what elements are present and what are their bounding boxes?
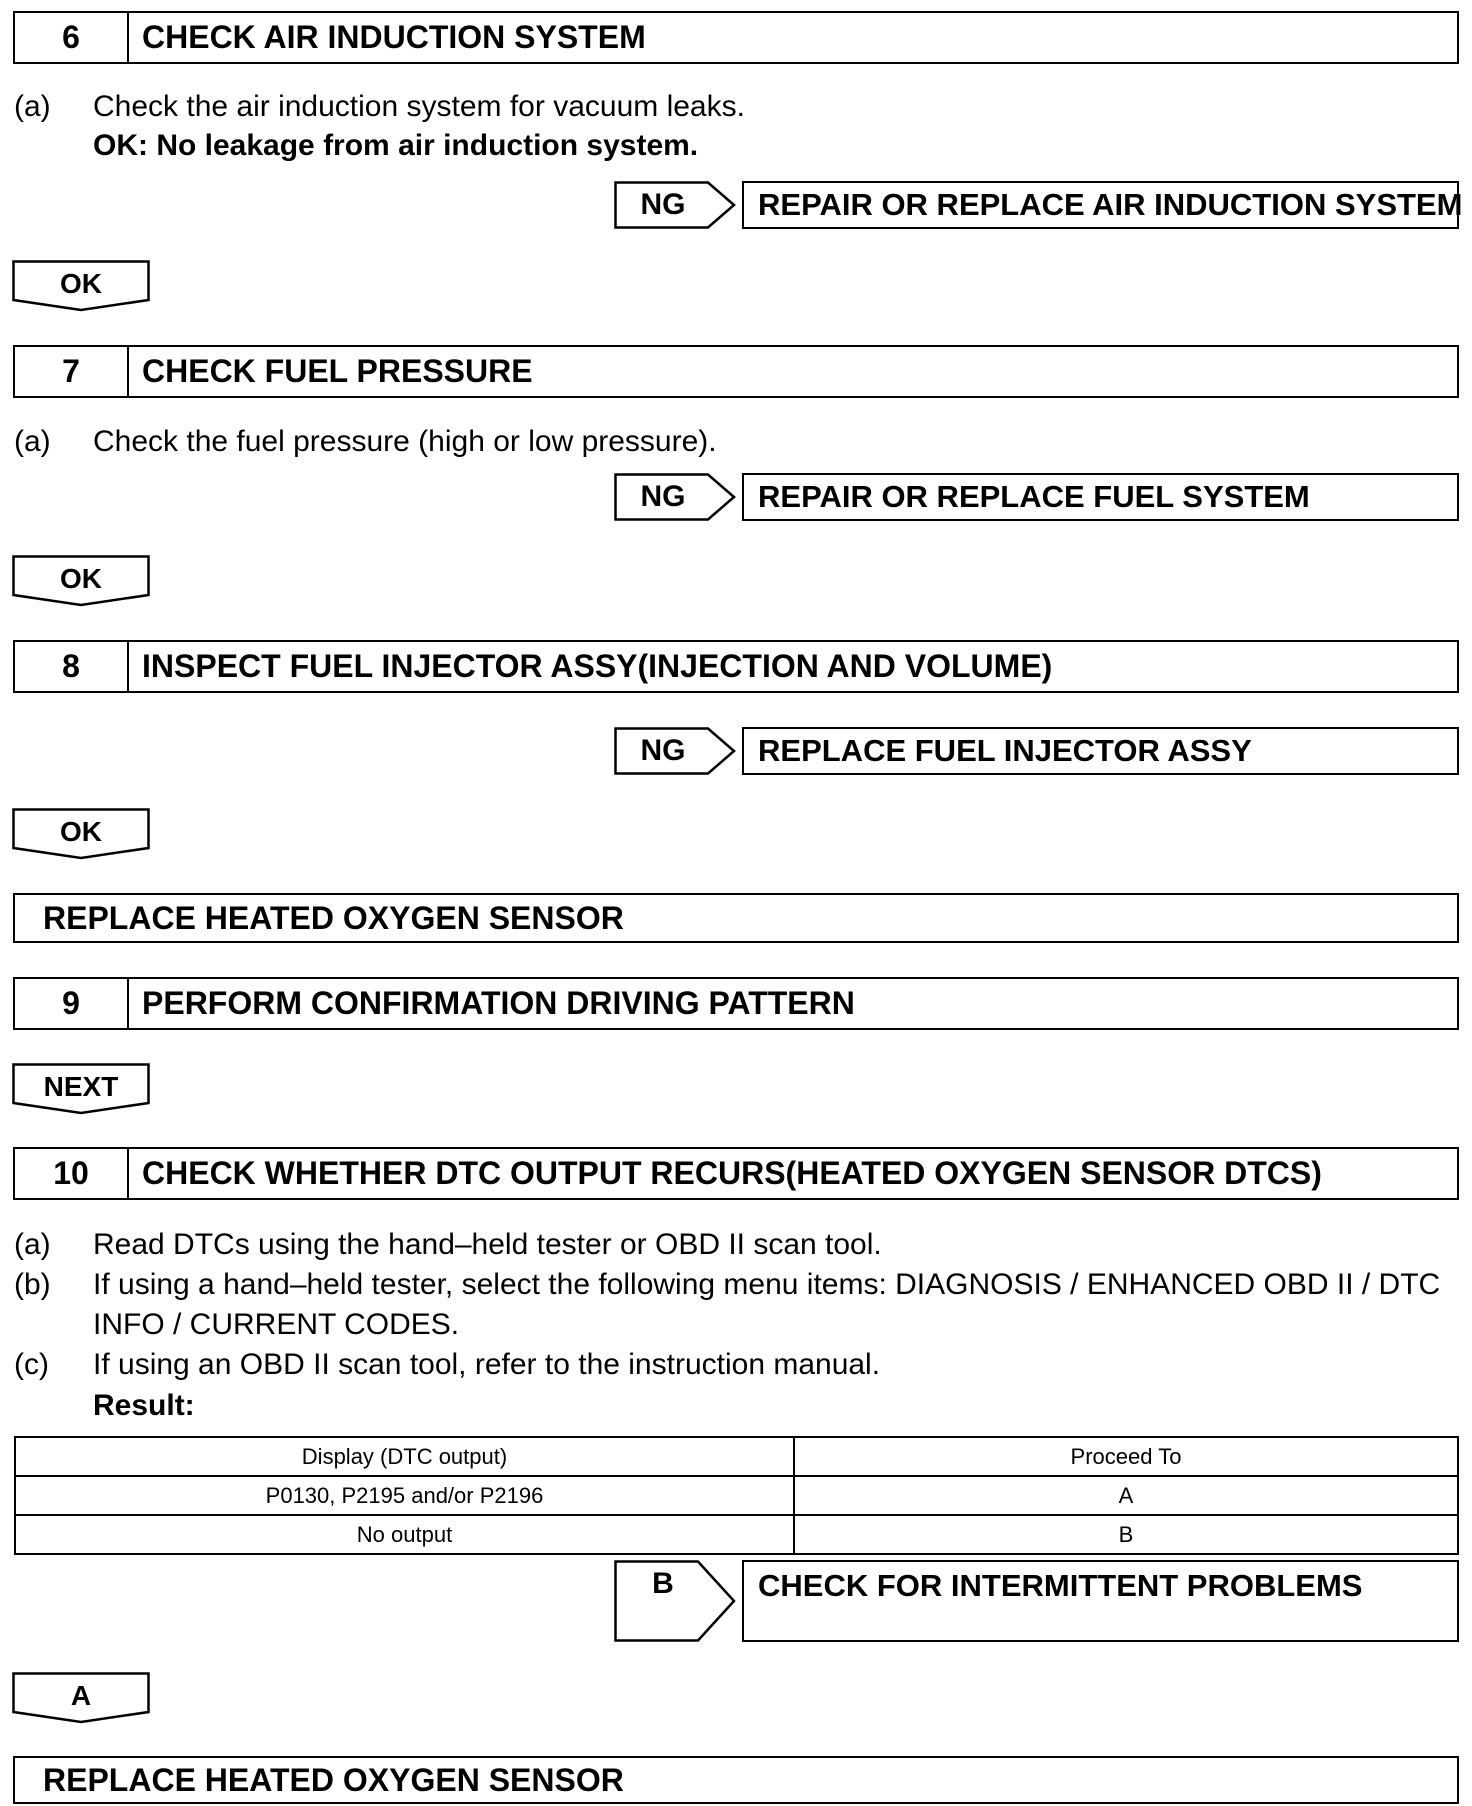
- ng-action-box: [742, 181, 1463, 229]
- step-number: 10: [15, 1149, 129, 1198]
- step-header-6: [13, 11, 1459, 64]
- step-title: INSPECT FUEL INJECTOR ASSY(INJECTION AND VOLUME): [142, 648, 1053, 684]
- table-cell: B: [794, 1515, 1458, 1554]
- ok-label: OK: [60, 816, 102, 847]
- table-header-cell: Display (DTC output): [15, 1437, 794, 1476]
- final-action-box: [13, 1756, 1459, 1804]
- result-table: [14, 1436, 1459, 1555]
- ok-down-arrow: [12, 808, 150, 860]
- item-text: If using an OBD II scan tool, refer to the instruction manual.: [93, 1348, 881, 1381]
- table-header-cell: Proceed To: [794, 1437, 1458, 1476]
- ng-action-text: REPLACE FUEL INJECTOR ASSY: [758, 733, 1252, 768]
- ng-label: NG: [640, 188, 686, 221]
- b-action-box: [742, 1560, 1459, 1642]
- ng-label: NG: [640, 480, 686, 513]
- a-label: A: [70, 1680, 92, 1711]
- item-text: Check the air induction system for vacuum leaks.: [93, 90, 745, 123]
- step-number: 8: [15, 642, 129, 691]
- ok-label: OK: [60, 268, 102, 299]
- table-row: [15, 1476, 1458, 1515]
- ng-action-text: REPAIR OR REPLACE FUEL SYSTEM: [758, 479, 1310, 514]
- step-number: 9: [15, 979, 129, 1028]
- final-action-text: REPLACE HEATED OXYGEN SENSOR: [43, 899, 624, 936]
- b-arrow-badge: [614, 1560, 736, 1642]
- table-cell: P0130, P2195 and/or P2196: [15, 1476, 794, 1515]
- ng-arrow-badge: [614, 473, 736, 521]
- result-label: Result:: [93, 1389, 195, 1422]
- step-title: CHECK AIR INDUCTION SYSTEM: [142, 19, 646, 55]
- item-label: (a): [14, 90, 51, 123]
- table-header-row: [15, 1437, 1458, 1476]
- step-title: PERFORM CONFIRMATION DRIVING PATTERN: [142, 985, 855, 1021]
- ng-action-box: [742, 727, 1459, 775]
- ng-label: NG: [640, 734, 686, 767]
- next-down-arrow: [12, 1063, 150, 1115]
- step-header-7: [13, 345, 1459, 398]
- final-action-box: [13, 893, 1459, 943]
- step-number: 6: [15, 13, 129, 62]
- item-text-continued: INFO / CURRENT CODES.: [93, 1308, 460, 1341]
- step-header-9: [13, 977, 1459, 1030]
- item-label: (c): [14, 1348, 49, 1381]
- table-cell: A: [794, 1476, 1458, 1515]
- item-text: Read DTCs using the hand–held tester or OBD II scan tool.: [93, 1228, 882, 1261]
- step-title: CHECK FUEL PRESSURE: [142, 353, 533, 389]
- ok-down-arrow: [12, 260, 150, 312]
- final-action-text: REPLACE HEATED OXYGEN SENSOR: [43, 1761, 624, 1798]
- item-label: (a): [14, 1228, 51, 1261]
- item-label: (a): [14, 425, 51, 458]
- ok-spec: OK: No leakage from air induction system.: [93, 129, 699, 162]
- b-action-text: CHECK FOR INTERMITTENT PROBLEMS: [758, 1568, 1363, 1603]
- ng-arrow-badge: [614, 727, 736, 775]
- a-down-arrow: [12, 1672, 150, 1724]
- item-text: If using a hand–held tester, select the following menu items: DIAGNOSIS / ENHANCED OBD II / DTC: [93, 1268, 1441, 1301]
- table-row: [15, 1515, 1458, 1554]
- step-header-10: [13, 1147, 1459, 1200]
- next-label: NEXT: [43, 1071, 119, 1102]
- step-number: 7: [15, 347, 129, 396]
- item-text: Check the fuel pressure (high or low pressure).: [93, 425, 717, 458]
- table-cell: No output: [15, 1515, 794, 1554]
- item-label: (b): [14, 1268, 51, 1301]
- ok-label: OK: [60, 563, 102, 594]
- ng-arrow-badge: [614, 181, 736, 229]
- b-label: B: [652, 1567, 674, 1600]
- ng-action-text: REPAIR OR REPLACE AIR INDUCTION SYSTEM: [758, 187, 1463, 222]
- step-header-8: [13, 640, 1459, 693]
- ok-down-arrow: [12, 555, 150, 607]
- step-title: CHECK WHETHER DTC OUTPUT RECURS(HEATED OXYGEN SENSOR DTCS): [142, 1155, 1322, 1191]
- ng-action-box: [742, 473, 1459, 521]
